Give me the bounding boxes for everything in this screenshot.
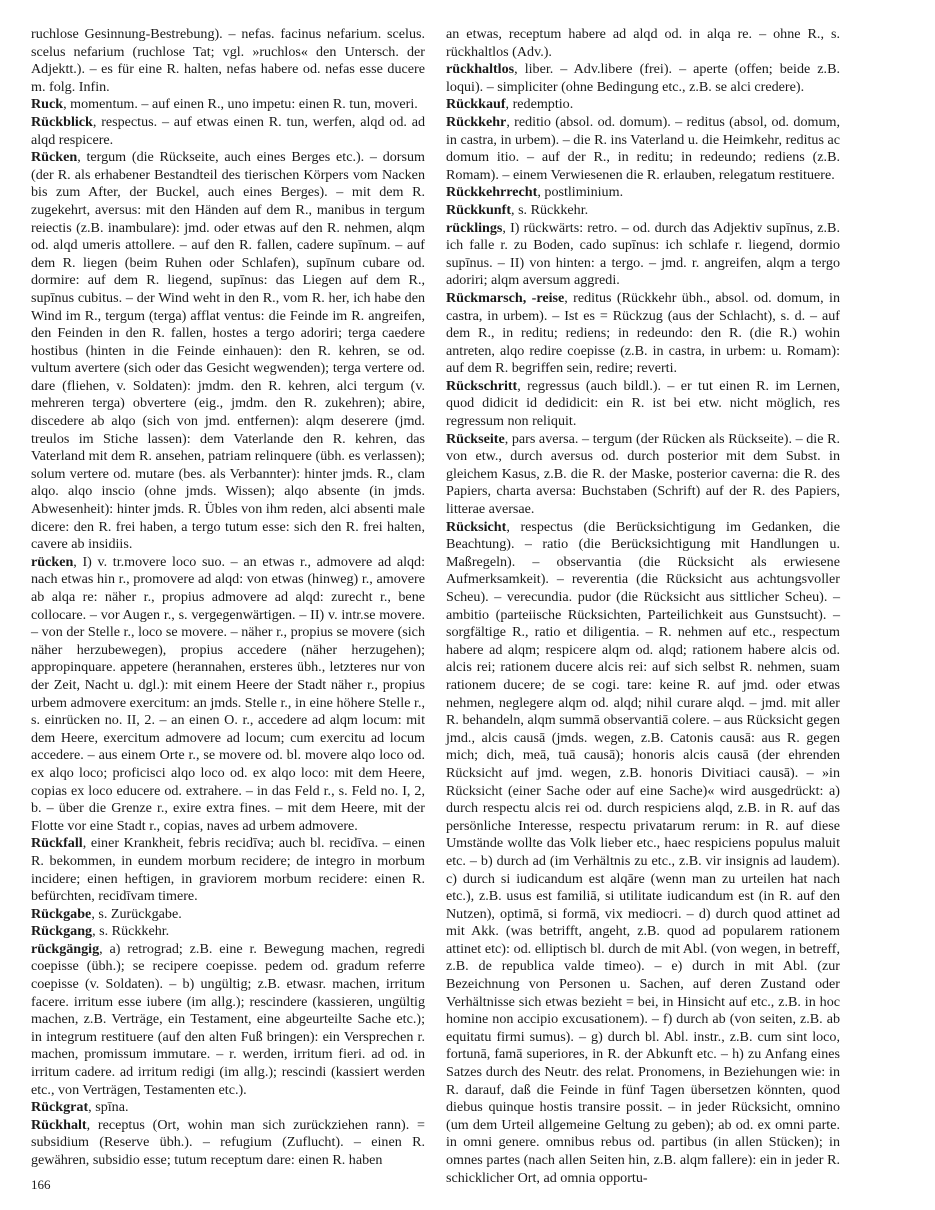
entry-headword: rückhaltlos (446, 61, 515, 78)
entry-text: , respectus (die Berücksichtigung im Gedanken, die Beachtung). – ratio (die Berücksichtigung mit Handlungen u. Maßregeln). – observantia (die Rücksicht als erwiesene Aufmerksamkeit). – reverentia (die Rücksicht aus achtungsvoller Scheu). – verecundia. pudor (die Rücksicht aus sittlicher Scheu). – ambitio (parteiische Rücksichten, Parteilichkeit aus Gunstsucht). – sorgfältige R., ratio et diligentia. – R. nehmen auf etc., respectum habere ad alqm; respicere alqm od. alqd; rationem habere alcis od. alcis rei; rationem ducere alcis rei: auf sich selbst R. nehmen, suam rationem ducere; de se cogi. tare: keine R. auf jmd. oder etwas nehmen, neglegere alqm od. alqd; nihil curare alqd. – jmd. mit aller R. behandeln, alqm summā observantiā colere. – aus Rücksicht gegen jmd., alcis causā (jmds. wegen, z.B. Catonis causā: aus R. gegen mich; dich, meā, tuā causā); honoris alcis causā (der ehrenden Rücksicht auf jmd. wegen, z.B. honoris Divitiaci causā). – »in Rücksicht (einer Sache oder auf eine Sache)« wird ausgedrückt: a) durch respectu alcis rei od. durch respiciens alqd, z.B. in R. auf das persönliche Interesse, respectu privatarum rerum: in R. auf diese Umstände wollte das Volk lieber etc., haec respiciens populus maluit etc. – b) durch ad (im Verhältnis zu etc., z.B. vir insignis ad laudem). c) durch si iudicandum est alqāre (wenn man zu urteilen hat nach etc.), z.B. usus est familiā, si utilitate iudicandum est (in R. auf den Nutzen), optimā, si formā, vix mediocri. – d) durch quod attinet ad mit Akk. (was betrifft, angeht, z.B. quod ad popularem rationem attinet etc): od. elliptisch bl. durch de mit Abl. (von wegen, in betreff, z.B. de republica valde timeo). – e) durch in mit Abl. (zur Bezeichnung von Personen u. Sachen, auf deren Zustand oder Verhältnisse sich etwas bezieht = bei, in Hinsicht auf etc., z.B. in hoc homine non accipio excusationem). – f) durch ab (von seiten, z.B. ab equitatu firmi sumus). – g) durch bl. Abl. instr., z.B. cum sint loco, fortunā, famā superiores, in R. der Abkunft etc. – h) zu Anfang eines Satzes durch des Neutr. des relat. Pronomens, in Beziehungen wie: in R. darauf, daß die Feinde in fünf Tagen übersetzen könnten, quod diebus quinque hostis transire possit. – in jeder Rücksicht, omnino (um dem Urteil allgemeine Geltung zu geben); ab od. ex omni parte. in omni genere. omnibus rebus od. partibus (in allen Stücken); in omnes partes (nach allen Seiten hin, z.B. alqm fallere): ein in jeder R. schicklicher Ort, ad omnia opportu- (446, 518, 840, 1186)
entry-text: , s. Rückkehr. (92, 923, 170, 940)
entry-text: , a) retrograd; z.B. eine r. Bewegung machen, regredi coepisse (übh.); se recipere coepisse. pedem od. gradum referre coepisse (v. Soldaten). – b) ungültig; z.B. etwasr. machen, irritum facere. irritum esse iubere (im allg.); rescindere (kassieren, ungültig machen, z.B. Verträge, ein Testament, eine abgeurteilte Sache etc.); in integrum restituere (auf den alten Fuß bringen): ein Versprechen r. machen, promissum immutare. – r. werden, irritum fieri. ad od. in irritum cadere. ad irritum redigi (im allg.); rescindi (kassiert werden etc., von Verträgen, Testamenten etc.). (31, 940, 425, 1098)
entry-headword: Rückgang (31, 923, 93, 940)
entry-text: , tergum (die Rückseite, auch eines Berges etc.). – dorsum (der R. als erhabener Bestandteil des tierischen Körpers vom Nacken bis zum After, der Buckel, auch eines Berges). – mit dem R. zugekehrt, aversus: mit den Händen auf dem R., manibus in tergum reiectis (z.B. inambulare): jmd. oder etwas auf den R. nehmen, alqm od. alqd umeris attollere. – auf den R. fallen, cadere supīnum. – auf dem R. liegen (beim Ruhen oder Schlafen), supīnum cubare od. dormire: auf dem R. liegend, supīnus: das Liegen auf dem R., supīnus cubitus. – der Wind weht in den R., vom R. her, ich habe den Wind im R., tergum (terga) afflat ventus: die Feinde im R. angreifen, den Feinden in den R. fallen, hostes a tergo adoriri; terga caedere hostibus (hinten in die Feinde einhauen): den R. kehren, se od. vultum avertere (sich oder das Gesicht wegwenden); terga vertere od. dare (fliehen, v. Soldaten): jmdm. den R. kehren, alci tergum (v. mehreren terga) obvertere (eig., jmdm. den R. zukehren); abire, discedere ab alqo (sich von jmd. entfernen): alqm deserere (jmd. treulos im Stiche lassen): dem Vaterlande den R. kehren, das Vaterland mit dem R. ansehen, patriam relinquere (übh. es verlassen); solum vertere od. mutare (bes. als Verbannter): hinter jmds. R., clam alqo. alqo inscio (ohne jmds. Wissen); alqo absente (in jmds. Abwesenheit): hinter jmds. R. Übles von ihm reden, alci absenti male dicere: den R. frei haben, a tergo tutum esse: sich den R. frei halten, cavere ab insidiis. (31, 149, 425, 553)
entry-text: , s. Zurückgabe. (91, 905, 182, 922)
dictionary-entry (31, 149, 425, 554)
dictionary-entry (31, 26, 425, 96)
entry-headword: Rückkehrrecht (446, 184, 538, 201)
entry-headword: Rückkauf (446, 96, 506, 113)
entry-headword: Rückblick (31, 113, 93, 130)
entry-headword: rückgängig (31, 940, 100, 957)
entry-headword: Rückkunft (446, 201, 512, 218)
dictionary-entry (446, 202, 840, 220)
entry-text: an etwas, receptum habere ad alqd od. in alqa re. – ohne R., s. rückhaltlos (Adv.). (446, 26, 840, 60)
entry-text: , einer Krankheit, febris recidīva; auch bl. recidīva. – einen R. bekommen, in eundem morbum recidere; de integro in morbum incidere; einen heftigen, in graviorem morbum recidere: einen R. befürchten, recidīvam timere. (31, 835, 425, 905)
entry-text: , postliminium. (537, 184, 624, 201)
entry-text: , reditio (absol. od. domum). – reditus (absol, od. domum, in castra, in urbem). – die R. ins Vaterland u. die Heimkehr, reditus ac domum itio. – auf der R., in reditu; in redeundo; rediens (z.B. Romam). – einem Verwiesenen die R. erlauben, relegatum restituere. (446, 113, 840, 183)
dictionary-entry (446, 431, 840, 519)
entry-headword: Rückschritt (446, 377, 518, 394)
dictionary-entry (446, 378, 840, 431)
dictionary-entry (31, 554, 425, 836)
dictionary-entry (31, 114, 425, 149)
entry-text: , liber. – Adv.libere (frei). – aperte (offen; beide z.B. loqui). – simpliciter (ohne Bedingung etc., z.B. se alci credere). (446, 61, 840, 95)
entry-text: , spīna. (88, 1099, 129, 1116)
entry-headword: rücklings (446, 219, 503, 236)
entry-headword: Rückhalt (31, 1116, 87, 1133)
entry-text: , I) v. tr.movere loco suo. – an etwas r., admovere ad alqd: nach etwas hin r., promovere ad alqd: von etwas (hinweg) r., amovere ab alqa re: näher r., propius admovere ad alqd: zurecht r., bene collocare. – vor Augen r., s. vergegenwärtigen. – II) v. intr.se movere. – von der Stelle r., loco se movere. – näher r., propius se movere (sich näher herzubewegen), propius accedere (näher herzugehen); appropinquare. appetere (herannahen, ersteres übh., letzteres nur von der Zeit, Nacht u. dgl.): mit einem Heere der Stadt näher r., propius urbem admovere exercitum: an jmds. Stelle r., in eine höhere Stelle r., s. einrücken no. II, 2. – an einen O. r., accedere ad alqm locum: mit dem Heere, exercitum admovere ad locum; cum exercitu ad locum accedere. – aus einem Orte r., se movere od. bl. movere alqo loco od. ex alqo loco; proficisci alqo loco od. ex alqo loco: mit dem Heere, copias ex loco educere od. extrahere. – in das Feld r., s. Feld no. I, 2, b. – über die Grenze r., exire extra fines. – mit dem Heere, mit der Flotte vor eine Stadt r., copias, naves ad urbem admovere. (31, 553, 425, 834)
dictionary-entry (31, 923, 425, 941)
entry-text: , s. Rückkehr. (511, 201, 589, 218)
entry-text: , receptus (Ort, wohin man sich zurückziehen rann). = subsidium (Reserve übh.). – refugium (Zuflucht). – einen R. gewähren, subsidio esse; tutum receptum dare: einen R. haben (31, 1116, 425, 1168)
entry-headword: Ruck (31, 96, 64, 113)
dictionary-entry (446, 519, 840, 1188)
entry-text: , I) rückwärts: retro. – od. durch das Adjektiv supīnus, z.B. ich falle r. zu Boden, cado supīnus: ich schlafe r. liegend, dormio supīnus. – II) von hinten: a tergo. – jmd. r. angreifen, alqm a tergo adoriri; alqm aversum aggredi. (446, 219, 840, 289)
entry-text: , momentum. – auf einen R., uno impetu: einen R. tun, moveri. (63, 96, 418, 113)
dictionary-entry (31, 1117, 425, 1170)
entry-headword: Rückkehr (446, 113, 507, 130)
dictionary-entry (31, 835, 425, 905)
entry-headword: Rücksicht (446, 518, 507, 535)
entry-headword: Rückmarsch, -reise (446, 289, 565, 306)
dictionary-entry (31, 96, 425, 114)
dictionary-entry (446, 96, 840, 114)
dictionary-entry (446, 26, 840, 61)
entry-text: , pars aversa. – tergum (der Rücken als Rückseite). – die R. von etw., durch aversus od. durch posterior mit dem Subst. in gleichem Kasus, z.B. die R. der Maske, posterior caverna: die R. des Papiers, charta aversa: Buchstaben (Schrift) auf der R. des Papiers, litterae aversae. (446, 430, 840, 518)
entry-text: , redemptio. (505, 96, 574, 113)
dictionary-entry (31, 1099, 425, 1117)
dictionary-entry (446, 114, 840, 184)
dictionary-entry (446, 290, 840, 378)
dictionary-entry (446, 184, 840, 202)
entry-headword: Rückseite (446, 430, 505, 447)
entry-text: , respectus. – auf etwas einen R. tun, werfen, alqd od. ad alqd respicere. (31, 113, 425, 148)
entry-headword: Rücken (31, 149, 78, 166)
entry-text: , reditus (Rückkehr übh., absol. od. domum, in castra, in urbem). – Ist es = Rückzug (aus der Schlacht), s. d. – auf dem R., in reditu; rediens; in redeundo: den R. (die R.) wohin antreten, alqo redire coepisse (z.B. in castra, in urbem: u. Romam): auf dem R. begriffen sein, redire; reverti. (446, 289, 840, 377)
entry-headword: Rückgabe (31, 905, 92, 922)
left-column (31, 26, 425, 1170)
dictionary-entry (446, 61, 840, 96)
dictionary-entry (31, 906, 425, 924)
page-number: 166 (31, 1177, 51, 1192)
dictionary-entry (31, 941, 425, 1099)
right-column (446, 26, 840, 1187)
entry-text: ruchlose Gesinnung-Bestrebung). – nefas. facinus nefarium. scelus. scelus nefarium (ruchlose Tat; vgl. »ruchlos« den Untersch. der Adjektt.). – es für eine R. halten, nefas habere od. nefas esse ducere m. folg. Infin. (31, 26, 425, 95)
entry-headword: Rückfall (31, 835, 83, 852)
dictionary-entry (446, 220, 840, 290)
entry-headword: Rückgrat (31, 1099, 89, 1116)
entry-headword: rücken (31, 553, 74, 570)
entry-text: , regressus (auch bildl.). – er tut einen R. im Lernen, quod didicit id dedidicit: ein R. ist bei etw. nicht möglich, res regressum non reliquit. (446, 377, 840, 430)
